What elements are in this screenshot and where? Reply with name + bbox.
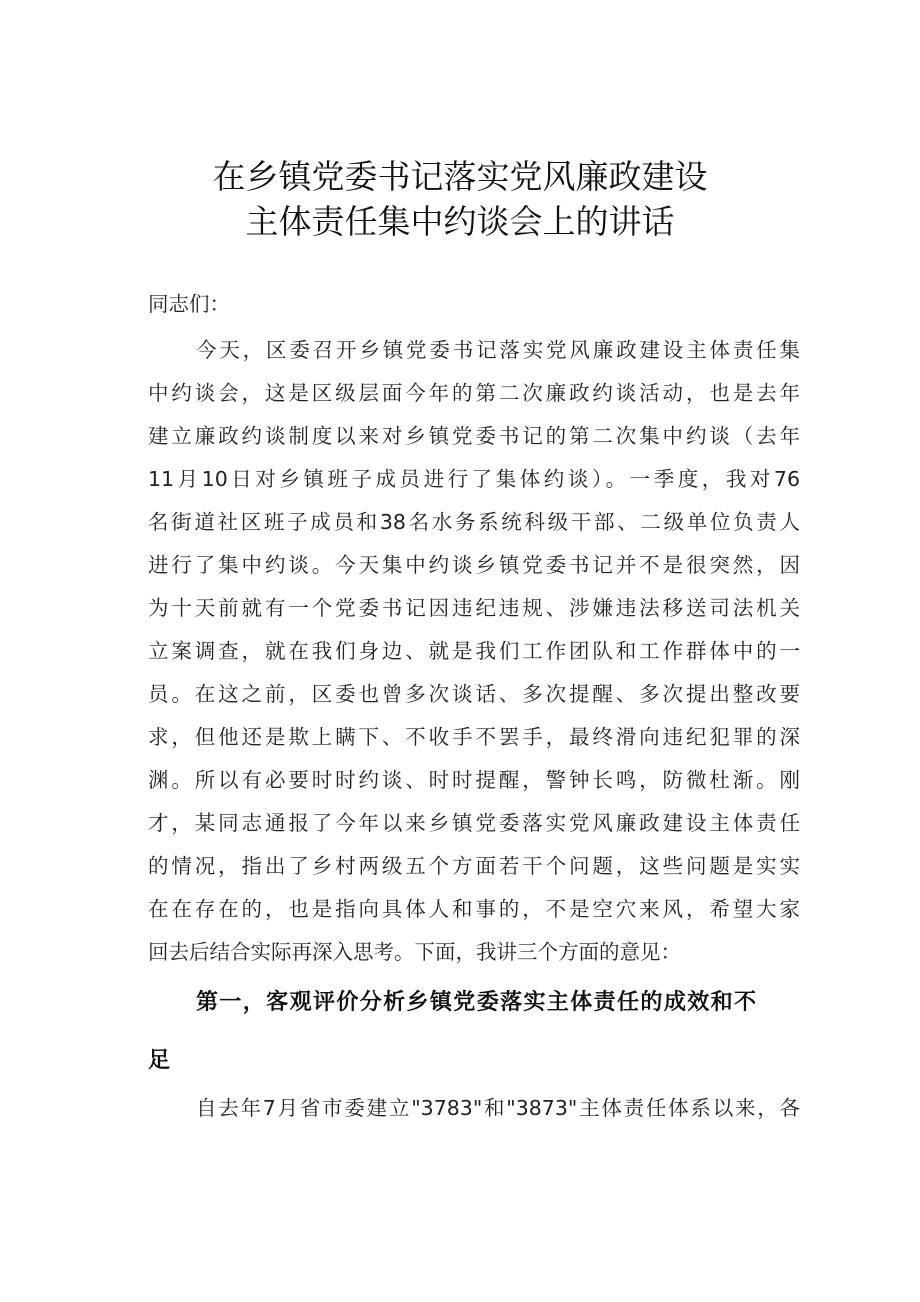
paragraph-1-line: 渊。所以有必要时时约谈、时时提醒，警钟长鸣，防微杜渐。刚 — [148, 768, 800, 792]
salutation: 同志们： — [148, 292, 230, 316]
paragraph-1-line: 为十天前就有一个党委书记因违纪违规、涉嫌违法移送司法机关 — [148, 596, 800, 620]
paragraph-1-line: 在在存在的，也是指向具体人和事的，不是空穴来风，希望大家 — [148, 897, 800, 921]
paragraph-1-line: 11月10日对乡镇班子成员进行了集体约谈）。一季度，我对76 — [148, 467, 800, 491]
paragraph-1-line: 回去后结合实际再深入思考。下面，我讲三个方面的意见： — [148, 940, 681, 964]
paragraph-1-line: 建立廉政约谈制度以来对乡镇党委书记的第二次集中约谈（去年 — [148, 424, 800, 448]
paragraph-1-line: 中约谈会，这是区级层面今年的第二次廉政约谈活动，也是去年 — [148, 381, 800, 405]
title-line-1: 在乡镇党委书记落实党风廉政建设 — [212, 157, 708, 196]
section-heading-1-continued: 足 — [148, 1048, 171, 1073]
title-line-2: 主体责任集中约谈会上的讲话 — [245, 202, 675, 241]
paragraph-1-line: 立案调查，就在我们身边、就是我们工作团队和工作群体中的一 — [148, 639, 800, 663]
section-heading-1: 第一，客观评价分析乡镇党委落实主体责任的成效和不 — [196, 990, 756, 1015]
paragraph-1-line: 进行了集中约谈。今天集中约谈乡镇党委书记并不是很突然，因 — [148, 553, 800, 577]
paragraph-2-line: 自去年7月省市委建立"3783"和"3873"主体责任体系以来，各 — [196, 1096, 800, 1120]
paragraph-1-line: 今天，区委召开乡镇党委书记落实党风廉政建设主体责任集 — [196, 338, 800, 362]
paragraph-1-line: 才，某同志通报了今年以来乡镇党委落实党风廉政建设主体责任 — [148, 811, 800, 835]
paragraph-1-line: 名街道社区班子成员和38名水务系统科级干部、二级单位负责人 — [148, 510, 800, 534]
paragraph-1-line: 的情况，指出了乡村两级五个方面若干个问题，这些问题是实实 — [148, 854, 800, 878]
paragraph-1-line: 求，但他还是欺上瞒下、不收手不罢手，最终滑向违纪犯罪的深 — [148, 725, 800, 749]
paragraph-1-line: 员。在这之前，区委也曾多次谈话、多次提醒、多次提出整改要 — [148, 682, 800, 706]
